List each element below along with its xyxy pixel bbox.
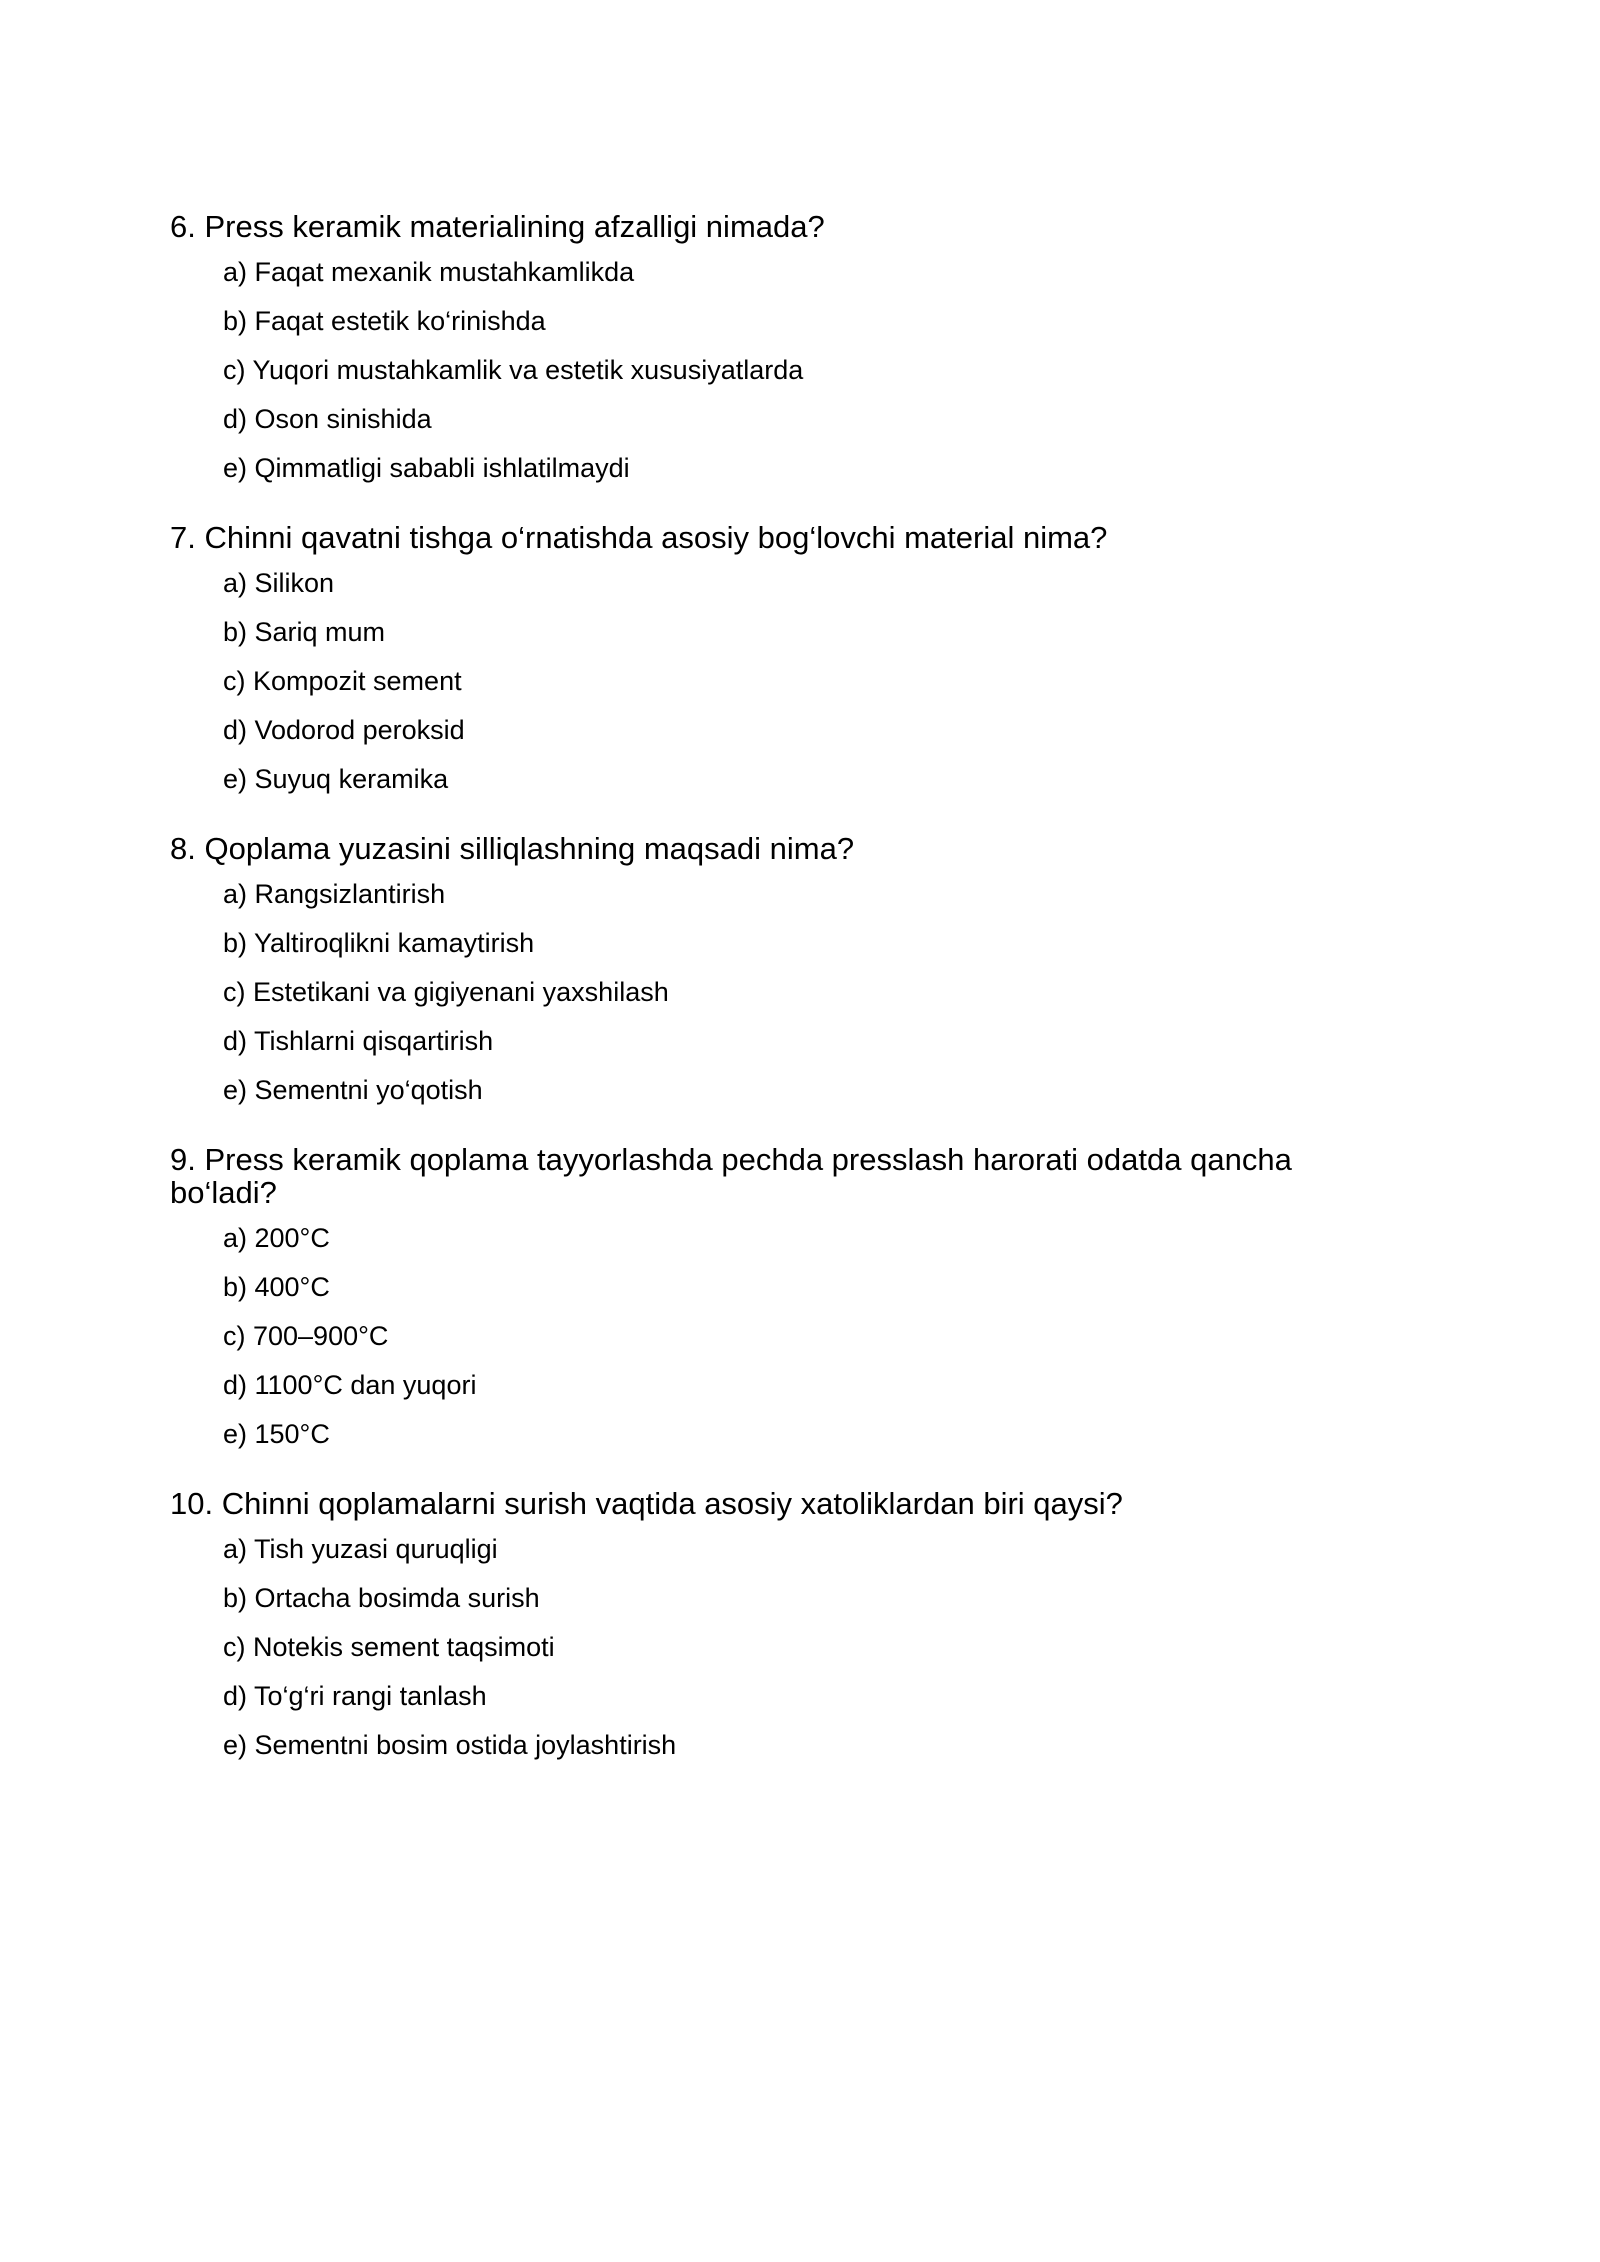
question-7	[170, 521, 1400, 794]
option-d: d) Vodorod peroksid	[223, 715, 465, 745]
option-d: d) To‘g‘ri rangi tanlash	[223, 1681, 487, 1711]
question-text: 9. Press keramik qoplama tayyorlashda pechda presslash harorati odatda qancha bo‘ladi?	[170, 1142, 1292, 1210]
answer-options	[170, 1223, 1400, 1449]
option-c: c) 700–900°C	[223, 1321, 389, 1351]
question-6	[170, 210, 1400, 483]
option-e: e) Qimmatligi sababli ishlatilmaydi	[223, 453, 630, 483]
question-text: 8. Qoplama yuzasini silliqlashning maqsadi nima?	[170, 831, 855, 866]
option-a: a) Tish yuzasi quruqligi	[223, 1534, 498, 1564]
question-9	[170, 1143, 1400, 1449]
option-a: a) Silikon	[223, 568, 335, 598]
question-text: 6. Press keramik materialining afzalligi nimada?	[170, 209, 825, 244]
option-c: c) Yuqori mustahkamlik va estetik xususiyatlarda	[223, 355, 804, 385]
option-c: c) Notekis sement taqsimoti	[223, 1632, 555, 1662]
option-a: a) Rangsizlantirish	[223, 879, 446, 909]
option-e: e) Suyuq keramika	[223, 764, 449, 794]
answer-options	[170, 1534, 1400, 1760]
option-b: b) Ortacha bosimda surish	[223, 1583, 540, 1613]
option-e: e) Sementni yo‘qotish	[223, 1075, 483, 1105]
option-d: d) 1100°C dan yuqori	[223, 1370, 477, 1400]
option-c: c) Kompozit sement	[223, 666, 462, 696]
option-d: d) Oson sinishida	[223, 404, 432, 434]
option-b: b) Yaltiroqlikni kamaytirish	[223, 928, 535, 958]
option-a: a) Faqat mexanik mustahkamlikda	[223, 257, 635, 287]
option-d: d) Tishlarni qisqartirish	[223, 1026, 494, 1056]
option-e: e) 150°C	[223, 1419, 330, 1449]
question-8	[170, 832, 1400, 1105]
question-text: 10. Chinni qoplamalarni surish vaqtida asosiy xatoliklardan biri qaysi?	[170, 1486, 1123, 1521]
answer-options	[170, 257, 1400, 483]
option-b: b) 400°C	[223, 1272, 330, 1302]
question-10	[170, 1487, 1400, 1760]
option-a: a) 200°C	[223, 1223, 330, 1253]
answer-options	[170, 568, 1400, 794]
quiz-page	[170, 210, 1400, 1798]
option-b: b) Faqat estetik ko‘rinishda	[223, 306, 546, 336]
answer-options	[170, 879, 1400, 1105]
option-b: b) Sariq mum	[223, 617, 386, 647]
question-text: 7. Chinni qavatni tishga o‘rnatishda asosiy bog‘lovchi material nima?	[170, 520, 1108, 555]
option-c: c) Estetikani va gigiyenani yaxshilash	[223, 977, 669, 1007]
option-e: e) Sementni bosim ostida joylashtirish	[223, 1730, 677, 1760]
